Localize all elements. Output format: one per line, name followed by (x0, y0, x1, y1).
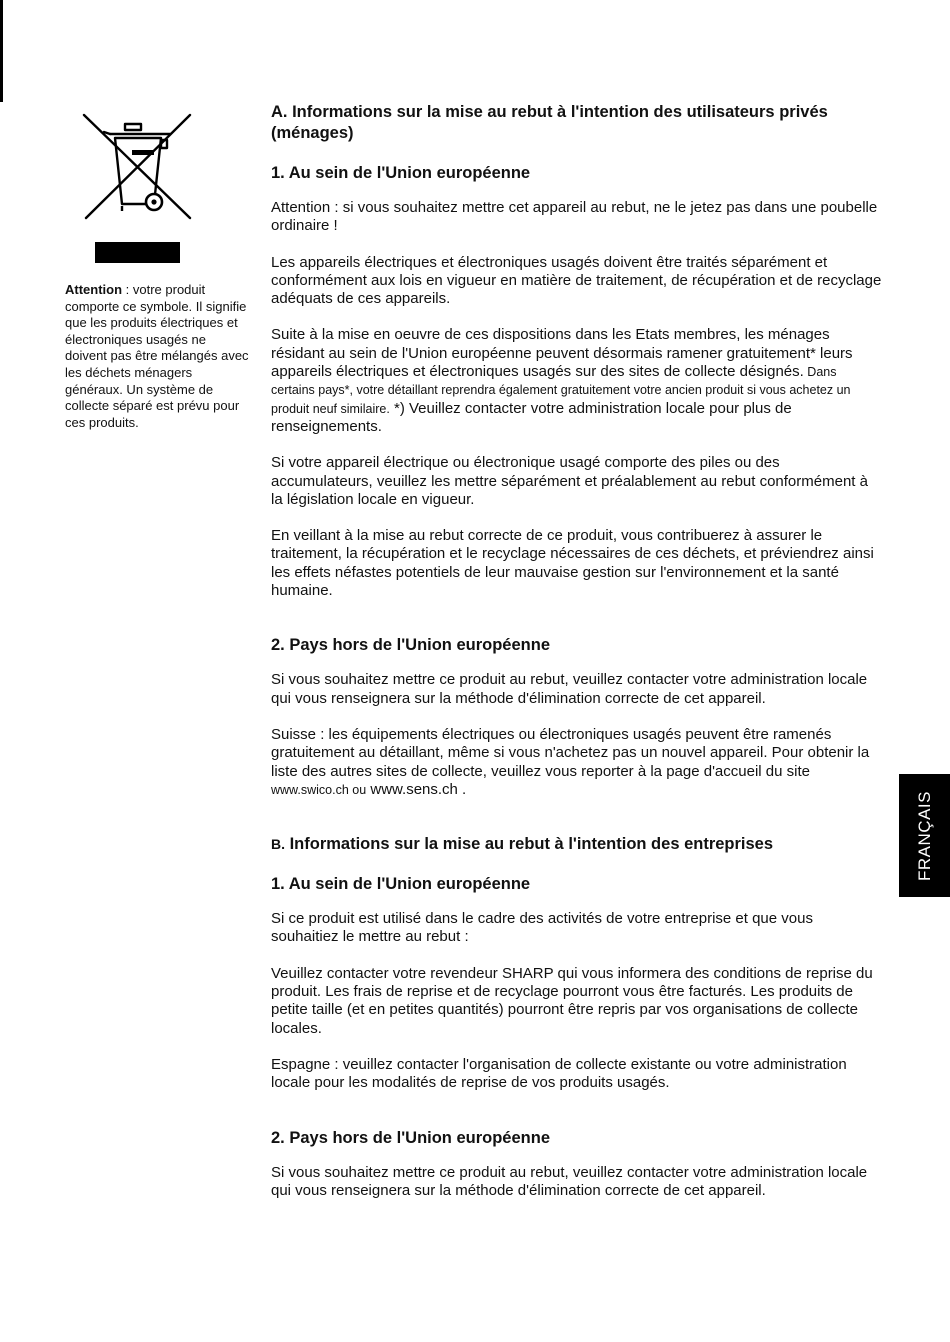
section-b-paragraph: Espagne : veuillez contacter l'organisation de collecte existante ou votre administration locale pour les modalités de reprise de vos produits usagés. (271, 1055, 847, 1092)
section-a-paragraph: Si vous souhaitez mettre ce produit au rebut, veuillez contacter votre administration locale qui vous renseignera sur la méthode d'élimination correcte de cet appareil. (271, 671, 868, 707)
page-edge-bar (0, 0, 3, 102)
section-a-p3-end: *) Veuillez contacter votre administration locale pour plus de renseignements. (271, 399, 792, 435)
section-a-non-eu-heading: 2. Pays hors de l'Union européenne (271, 636, 550, 655)
section-a-paragraph: Les appareils électriques et électroniques usagés doivent être traités séparément et conformément aux lois en vigueur en matière de traitement, de récupération et de recyclage adéquats de ces appareils. (271, 253, 882, 308)
section-a-p7-main: Suisse : les équipements électriques ou électroniques usagés peuvent être ramenés gratuitement au détaillant, même si vous n'achetez pas un nouvel appareil. Pour obtenir la liste des autres sites de collecte, veuillez vous reporter à la page d'accueil du site (271, 725, 870, 780)
crossed-out-wheelie-bin-icon (82, 112, 194, 224)
section-a-paragraph: Si votre appareil électrique ou électronique usagé comporte des piles ou des accumulateurs, veuillez les mettre séparément et préalablement au rebut conformément à la législation locale en vigueur. (271, 454, 868, 508)
section-a-paragraph (271, 726, 883, 799)
main-content (271, 102, 883, 1200)
section-b-non-eu-heading: 2. Pays hors de l'Union européenne (271, 1128, 550, 1147)
section-a-p7-small: www.swico.ch ou (271, 782, 367, 797)
language-tab-label: FRANÇAIS (914, 790, 934, 881)
section-a-paragraph: En veillant à la mise au rebut correcte de ce produit, vous contribuerez à assurer le traitement, la récupération et le recyclage nécessaires de ces déchets, et préviendrez ainsi les effets néfastes potentiels de leur mauvaise gestion sur l'environnement et la santé humaine. (271, 527, 874, 600)
section-a-p3-main: Suite à la mise en oeuvre de ces dispositions dans les Etats membres, les ménages résidant au sein de l'Union européenne peuvent désormais ramener gratuitement* leurs appareils électriques et électroniques usagés sur des sites de collecte désignés. (271, 326, 853, 381)
section-b-title-text: Informations sur la mise au rebut à l'intention des entreprises (285, 835, 774, 854)
section-b-title (271, 834, 883, 855)
section-b-letter: B. (271, 836, 285, 853)
section-a-paragraph (271, 326, 883, 436)
language-tab (899, 774, 950, 897)
section-a-p3-small: Dans certains pays*, votre détaillant reprendra également gratuitement votre ancien produit si vous achetez un produit neuf similaire. (271, 365, 851, 416)
black-bar (95, 242, 180, 263)
attention-note (65, 282, 250, 431)
section-b-eu-heading: 1. Au sein de l'Union européenne (271, 875, 531, 894)
section-a-paragraph: Attention : si vous souhaitez mettre cet appareil au rebut, ne le jetez pas dans une poubelle ordinaire ! (271, 199, 878, 235)
section-a-eu-heading: 1. Au sein de l'Union européenne (271, 164, 531, 182)
attention-text: : votre produit comporte ce symbole. Il signifie que les produits électriques et électroniques usagés ne doivent pas être mélangés avec les déchets ménagers généraux. Un système de collecte séparé est prévu pour ces produits. (65, 282, 249, 430)
section-a-p7-end: www.sens.ch . (366, 780, 467, 798)
section-b-paragraph: Veuillez contacter votre revendeur SHARP qui vous informera des conditions de reprise du produit. Les frais de reprise et de recyclage pourront vous être facturés. Les produits de petite taille (et en petites quantités) pourront être repris par vos organisations de collecte locales. (271, 964, 873, 1037)
section-a-title: A. Informations sur la mise au rebut à l'intention des utilisateurs privés (ménages) (271, 103, 828, 142)
attention-label: Attention (65, 282, 123, 297)
section-b-paragraph: Si ce produit est utilisé dans le cadre des activités de votre entreprise et que vous souhaitiez le mettre au rebut : (271, 910, 813, 946)
section-b-paragraph: Si vous souhaitez mettre ce produit au rebut, veuillez contacter votre administration locale qui vous renseignera sur la méthode d'élimination correcte de cet appareil. (271, 1163, 868, 1199)
